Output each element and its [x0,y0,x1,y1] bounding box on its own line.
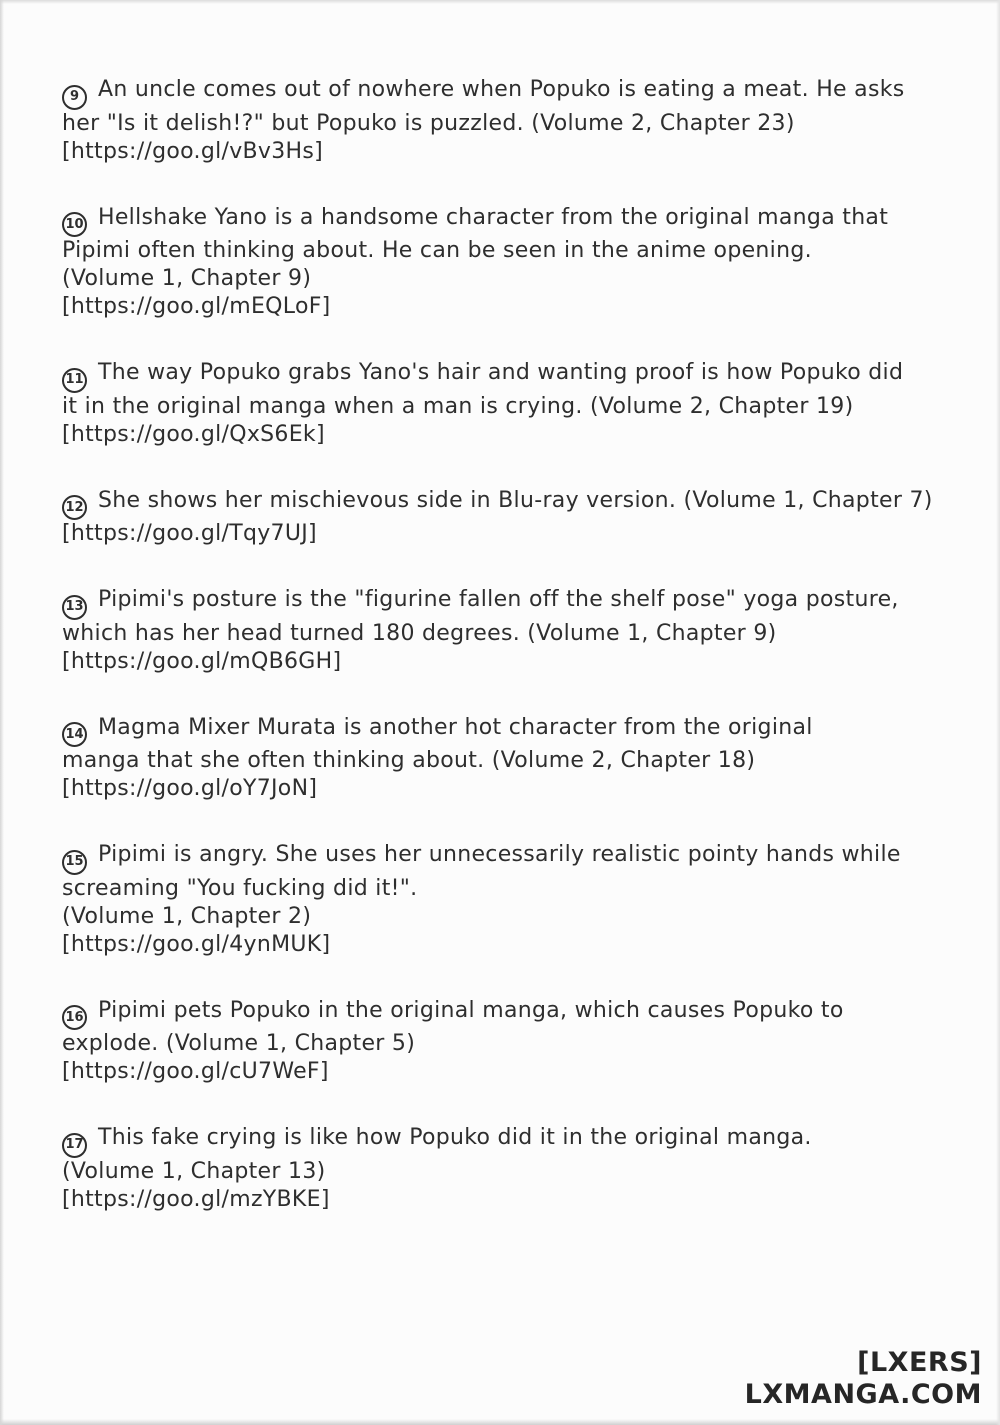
note-url: [https://goo.gl/vBv3Hs] [62,138,324,164]
note-number-badge: 14 [62,722,87,747]
note-text-line [62,997,942,1031]
note-text-line: explode. (Volume 1, Chapter 5) [62,1031,416,1056]
note-text-line [62,586,942,620]
note-item [62,1124,942,1214]
note-url: [https://goo.gl/mEQLoF] [62,294,331,319]
note-text: Pipimi is angry. She uses her unnecessarily realistic pointy hands while [98,842,901,867]
note-url: [https://goo.gl/oY7JoN] [62,776,318,801]
note-url: [https://goo.gl/cU7WeF] [62,1059,329,1084]
note-item [62,204,942,322]
note-number-badge: 13 [62,595,87,620]
notes-list [62,76,942,1214]
note-number-badge: 16 [62,1005,87,1030]
note-text: This fake crying is like how Popuko did it in the original manga. [98,1125,812,1150]
watermark [745,1347,982,1411]
note-text-line: it in the original manga when a man is crying. (Volume 2, Chapter 19) [62,393,854,419]
note-text: Magma Mixer Murata is another hot character from the original [98,714,813,740]
note-item [62,359,942,449]
note-item [62,586,942,676]
note-text-line: (Volume 1, Chapter 9) [62,266,312,291]
note-item [62,997,942,1087]
note-text: Pipimi's posture is the "figurine fallen off the shelf pose" yoga posture, [98,587,899,612]
watermark-site-name: LXMANGA.COM [744,1379,982,1410]
note-text-line: (Volume 1, Chapter 13) [62,1158,326,1184]
note-number-badge: 10 [62,212,87,237]
note-text: An uncle comes out of nowhere when Popuko is eating a meat. He asks [98,77,905,102]
note-item [62,76,942,166]
note-number-badge: 17 [62,1133,87,1158]
note-text-line [62,841,942,875]
note-url: [https://goo.gl/mzYBKE] [62,1186,330,1212]
note-text-line [62,76,942,110]
note-url: [https://goo.gl/Tqy7UJ] [62,521,317,546]
note-text-line: her "Is it delish!?" but Popuko is puzzled. (Volume 2, Chapter 23) [62,110,795,136]
note-url: [https://goo.gl/mQB6GH] [62,648,342,674]
note-text: Pipimi pets Popuko in the original manga, which causes Popuko to [98,997,844,1023]
note-item [62,841,942,959]
note-item [62,714,942,804]
note-url: [https://goo.gl/QxS6Ek] [62,421,325,447]
note-text-line: screaming "You fucking did it!". [62,875,418,901]
note-text: Hellshake Yano is a handsome character from the original manga that [98,204,889,230]
note-text-line [62,204,942,238]
note-number-badge: 15 [62,850,87,875]
note-text-line: which has her head turned 180 degrees. (Volume 1, Chapter 9) [62,620,777,646]
note-item [62,487,942,549]
note-number-badge: 9 [62,85,87,110]
note-text: The way Popuko grabs Yano's hair and wanting proof is how Popuko did [98,360,904,385]
note-text-line: (Volume 1, Chapter 2) [62,903,312,929]
note-text: She shows her mischievous side in Blu-ray version. (Volume 1, Chapter 7) [98,487,933,513]
note-number-badge: 12 [62,495,87,520]
note-text-line: manga that she often thinking about. (Volume 2, Chapter 18) [62,748,756,773]
note-text-line [62,714,942,748]
watermark-group-tag: [LXERS] [857,1347,982,1378]
note-text-line [62,359,942,393]
note-text-line: Pipimi often thinking about. He can be seen in the anime opening. [62,238,812,263]
note-text-line [62,1124,942,1158]
note-url: [https://goo.gl/4ynMUK] [62,931,331,957]
note-number-badge: 11 [62,368,87,393]
note-text-line [62,487,942,521]
